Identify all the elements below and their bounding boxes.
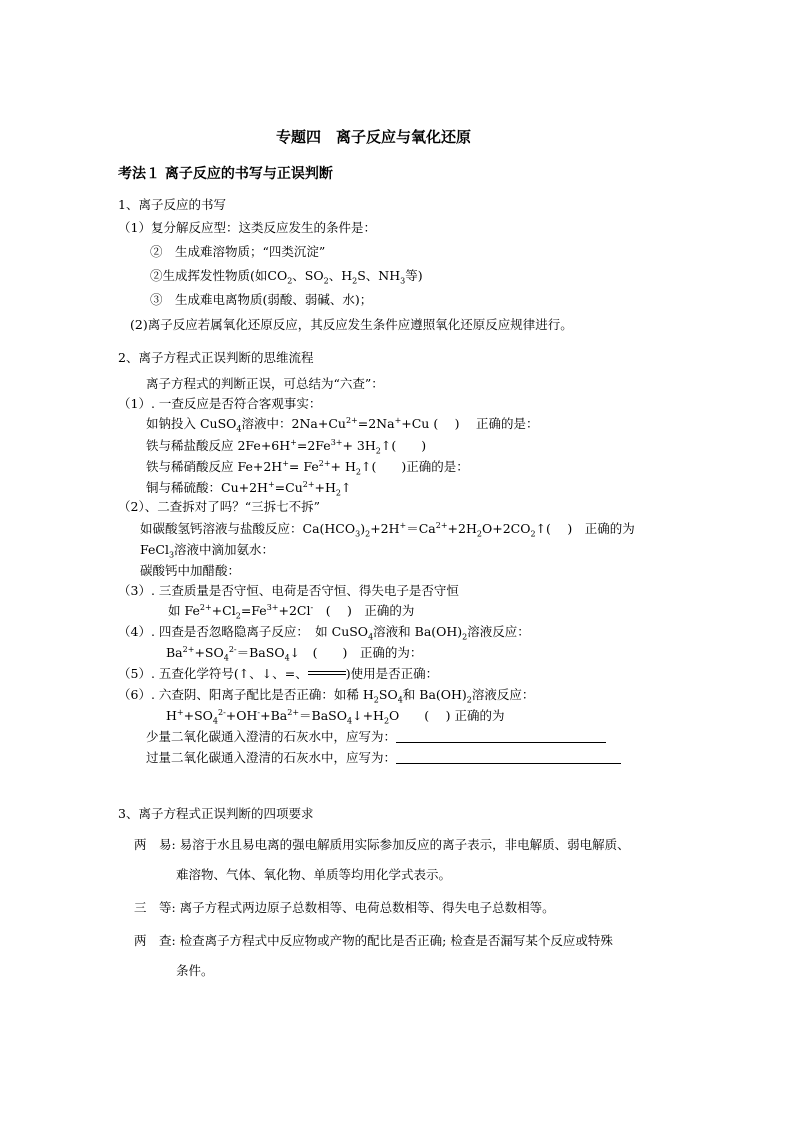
check6-example: $H^++SO_4^{2-}+OH^-+Ba^{2+}=BaSO_4↓+H_2O$ ( ) 正确的为 — [166, 707, 505, 726]
check2-fecl3: FeCl$_3$溶液中滴加氨水： — [140, 542, 275, 560]
part2-intro: 离子方程式的判断正误，可总结为“六查”： — [146, 376, 384, 391]
part1-line1: （1）复分解反应型：这类反应发生的条件是： — [118, 220, 376, 235]
answer-blank-small-co2[interactable] — [396, 730, 606, 743]
check3: （3）. 三查质量是否守恒、电荷是否守恒、得失电子是否守恒 — [118, 583, 459, 598]
check2-bicarbonate: 如碳酸氢钙溶液与盐酸反应：$Ca(HCO_3)_2+2H^+=Ca^{2+}+2H_2O+2CO_2↑$( ) 正确的为 — [140, 520, 635, 539]
check6-excess-co2: 过量二氧化碳通入澄清的石灰水中，应写为： — [146, 749, 621, 767]
part1-line2: ② 生成难溶物质；“四类沉淀” — [150, 244, 326, 259]
check4: （4）. 四查是否忽略隐离子反应： 如 CuSO$_4$溶液和 $Ba(OH)_2$溶液反应： — [118, 624, 530, 642]
check2-caco3: 碳酸钙中加醋酸： — [140, 563, 241, 578]
check1-sodium: 如钠投入 CuSO$_4$溶液中：$2Na+Cu^{2+}=2Na^++Cu$ ( ) 正确的是： — [146, 415, 539, 434]
part1-heading: 1、离子反应的书写 — [118, 197, 226, 212]
check6-small-co2: 少量二氧化碳通入澄清的石灰水中，应写为： — [146, 728, 606, 746]
check1-iron-hno3: 铁与稀硝酸反应 $Fe+2H^+= Fe^{2+}+$ $H_2↑$( )正确的是： — [146, 458, 469, 477]
requirement-two-easy: 两 易: 易溶于水且易电离的强电解质用实际参加反应的离子表示，非电解质、弱电解质、 — [134, 837, 630, 852]
reversible-equals-symbol — [308, 671, 346, 675]
check3-example: 如 $Fe^{2+}+Cl_2=Fe^{3+}+2Cl^-$ ( ) 正确的为 — [168, 602, 415, 621]
requirement-two-check-cont: 条件。 — [176, 963, 214, 978]
check4-example: $Ba^{2+}+SO_4^{2-}=BaSO_4↓$ ( ) 正确的为： — [166, 644, 423, 663]
requirement-three-equal: 三 等: 离子方程式两边原子总数相等、电荷总数相等、得失电子总数相等。 — [134, 900, 555, 915]
page-title: 专题四 离子反应与氧化还原 — [276, 128, 472, 146]
check6: （6）. 六查阴、阳离子配比是否正确：如稀 $H_2SO_4$和 $Ba(OH)_2$溶液反应： — [118, 687, 535, 705]
part1-line3: ②生成挥发性物质(如$CO_2$、$SO_2$、$H_2S$、$NH_3$等) — [150, 268, 423, 286]
requirement-two-easy-cont: 难溶物、气体、氧化物、单质等均用化学式表示。 — [176, 867, 452, 882]
answer-blank-excess-co2[interactable] — [396, 751, 621, 764]
check5: （5）. 五查化学符号(↑、↓、=、 )使用是否正确： — [118, 666, 439, 681]
part1-line5: (2)离子反应若属氧化还原反应，其反应发生条件应遵照氧化还原反应规律进行。 — [130, 317, 573, 332]
section-title: 考法１ 离子反应的书写与正误判断 — [118, 166, 333, 182]
check1-copper: 铜与稀硫酸：$Cu+2H^+=Cu^{2+}+H_2↑$ — [146, 479, 352, 498]
part2-heading: 2、离子方程式正误判断的思维流程 — [118, 350, 314, 365]
requirement-two-check: 两 查: 检查离子方程式中反应物或产物的配比是否正确; 检查是否漏写某个反应或特殊 — [134, 933, 613, 948]
check1-iron-hcl: 铁与稀盐酸反应 $2Fe+6H^+=2Fe^{3+}+$ $3H_2↑$( ) — [146, 437, 427, 456]
check1: （1）. 一查反应是否符合客观事实： — [118, 396, 322, 411]
part3-heading: 3、离子方程式正误判断的四项要求 — [118, 806, 314, 821]
check2: （2）、二查拆对了吗？“三拆七不拆” — [118, 499, 320, 514]
part1-line4: ③ 生成难电离物质(弱酸、弱碱、水)； — [150, 292, 373, 307]
